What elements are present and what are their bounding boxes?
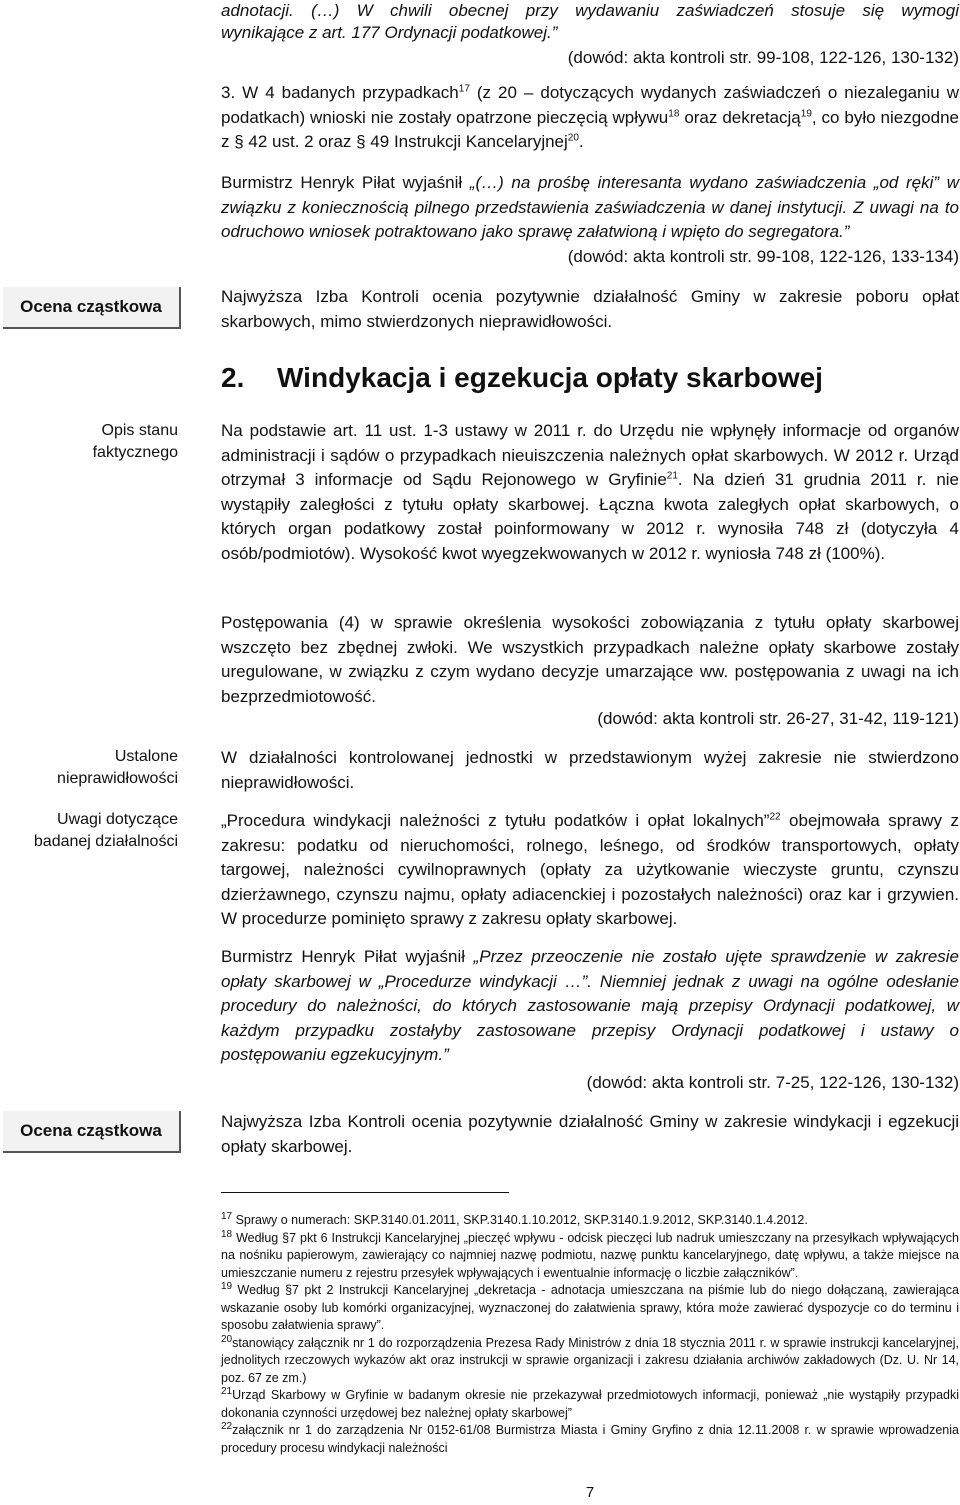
label-line: Opis stanu bbox=[101, 422, 178, 439]
footnote-ref[interactable]: 20 bbox=[567, 132, 579, 144]
evidence-text: (dowód: akta kontroli str. 26-27, 31-42, 119-121) bbox=[597, 709, 959, 728]
footnote-ref[interactable]: 18 bbox=[668, 107, 680, 119]
label-line: faktycznego bbox=[92, 444, 178, 461]
footnote-number: 21 bbox=[221, 1385, 233, 1397]
text: Na podstawie art. 11 ust. 1-3 ustawy w 2011 r. do Urzędu nie wpłynęły informacje od organów administracji i sądów o przypadkach nieuiszczenia należnych opłat skarbowych. W 2012 r. Urząd otrzymał 3 informacje od Sądu Rejonowego w Gryfinie bbox=[221, 421, 959, 489]
footnote-number: 18 bbox=[221, 1228, 233, 1240]
label-line: badanej działalności bbox=[33, 833, 178, 850]
paragraph-procedura bbox=[221, 809, 959, 932]
footnote-text: stanowiący załącznik nr 1 do rozporządzenia Prezesa Rady Ministrów z dnia 18 stycznia 2011 r. w sprawie instrukcji kancelaryjnej, jednolitych rzeczowych wykazów akt oraz instrukcji w sprawie organizacji i zakresu działania archiwów zakładowych (Dz. U. Nr 14, poz. 67 ze zm.) bbox=[221, 1335, 959, 1385]
quote-continuation bbox=[221, 0, 959, 22]
burmistrz-explanation-2 bbox=[221, 945, 959, 1068]
text: 3. W 4 badanych przypadkach bbox=[221, 83, 459, 102]
quote-text: „(…) na prośbę interesanta wydano zaświadczenia „od ręki” w związku z koniecznością pilnego przedstawienia zaświadczenia w danej instytucji. Z uwagi na to odruchowo wniosek potraktowano jako sprawę załatwioną i wpięto do segregatora.” bbox=[221, 173, 959, 241]
evidence-ref-4 bbox=[221, 1071, 959, 1095]
text: obejmowała sprawy z zakresu: podatku od nieruchomości, rolnego, leśnego, od środków transportowych, opłaty targowej, należności cywilnoprawnych (opłaty za użytkowanie wieczyste gruntu, czynszu dzierżawnego, czynszu najmu, opłaty adiacenckiej i pozostałych należności) oraz kar i grzywien. W procedurze pominięto sprawy z zakresu opłaty skarbowej. bbox=[221, 811, 959, 928]
label-line: Uwagi dotyczące bbox=[57, 811, 178, 828]
footnote-text: załącznik nr 1 do zarządzenia Nr 0152-61/08 Burmistrza Miasta i Gminy Gryfino z dnia 12.11.2008 r. w sprawie wprowadzenia procedury procesu windykacji należności bbox=[221, 1423, 959, 1455]
text: . bbox=[578, 132, 584, 151]
footnote-22 bbox=[221, 1422, 959, 1457]
section-number: 2. bbox=[221, 362, 245, 393]
footnote-ref[interactable]: 21 bbox=[666, 470, 678, 482]
evidence-text: (dowód: akta kontroli str. 99-108, 122-126, 133-134) bbox=[567, 247, 959, 266]
text: W działalności kontrolowanej jednostki w przedstawionym wyżej zakresie nie stwierdzono nieprawidłowości. bbox=[221, 748, 959, 792]
evidence-text: (dowód: akta kontroli str. 99-108, 122-126, 130-132) bbox=[567, 48, 959, 67]
evidence-ref-2 bbox=[221, 245, 959, 269]
paragraph-windykacja-1 bbox=[221, 419, 959, 566]
footnote-18 bbox=[221, 1230, 959, 1283]
text: , co było niezgodne z § 42 ust. 2 oraz § 49 Instrukcji Kancelaryjnej bbox=[221, 107, 960, 151]
ocena-text-2 bbox=[221, 1110, 959, 1159]
page-number: 7 bbox=[585, 1484, 595, 1501]
label-line: Ustalone bbox=[114, 748, 178, 765]
evidence-ref-1 bbox=[221, 46, 959, 70]
text: (z 20 – dotyczących wydanych zaświadczeń o niezaleganiu w podatkach) wnioski nie zostały opatrzone pieczęcią wpływu bbox=[221, 83, 959, 127]
evidence-ref-3 bbox=[221, 707, 959, 731]
text: oraz dekretacją bbox=[679, 107, 801, 127]
ocena-czastkowa-label-1 bbox=[3, 287, 181, 329]
footnote-text: Sprawy o numerach: SKP.3140.01.2011, SKP.3140.1.10.2012, SKP.3140.1.9.2012, SKP.3140.1.4.2012. bbox=[232, 1213, 808, 1227]
paragraph-3 bbox=[221, 81, 959, 155]
ocena-czastkowa-label-2 bbox=[3, 1111, 181, 1153]
footnotes bbox=[221, 1212, 959, 1457]
footnote-21 bbox=[221, 1387, 959, 1422]
footnote-17 bbox=[221, 1212, 959, 1230]
paragraph-nieprawidlowosci bbox=[221, 746, 959, 795]
label-line: nieprawidłowości bbox=[57, 770, 178, 787]
footnote-separator bbox=[221, 1192, 509, 1193]
paragraph-windykacja-2 bbox=[221, 611, 959, 709]
label-text: Ocena cząstkowa bbox=[20, 1121, 162, 1140]
footnote-ref[interactable]: 19 bbox=[800, 107, 812, 119]
footnote-number: 22 bbox=[221, 1420, 233, 1432]
sidebar-uwagi bbox=[0, 809, 178, 853]
section-heading bbox=[221, 360, 823, 396]
footnote-text: Według §7 pkt 2 Instrukcji Kancelaryjnej „dekretacja - adnotacja umieszczana na piśmie lub do niego dołączaną, zawierająca wskazanie osoby lub komórki organizacyjnej, wyznaczonej do załatwienia sprawy, która może zawierać dyspozycje co do terminu i sposobu załatwienia sprawy”. bbox=[221, 1283, 959, 1332]
text: „Procedura windykacji należności z tytułu podatków i opłat lokalnych” bbox=[221, 811, 770, 830]
footnote-20 bbox=[221, 1335, 959, 1388]
footnote-number: 17 bbox=[221, 1210, 233, 1222]
text: Najwyższa Izba Kontroli ocenia pozytywnie działalność Gminy w zakresie windykacji i egzekucji opłaty skarbowej. bbox=[221, 1112, 959, 1156]
text: Najwyższa Izba Kontroli ocenia pozytywnie działalność Gminy w zakresie poboru opłat skarbowych, mimo stwierdzonych nieprawidłowości. bbox=[221, 287, 959, 331]
burmistrz-explanation-1 bbox=[221, 171, 959, 245]
footnote-text: Urząd Skarbowy w Gryfinie w badanym okresie nie przekazywał przedmiotowych informacji, ponieważ „nie wystąpiły przypadki dokonania czynności urzędowej bez należnej opłaty skarbowej” bbox=[221, 1388, 959, 1420]
footnote-number: 20 bbox=[221, 1333, 233, 1345]
text: Burmistrz Henryk Piłat wyjaśnił bbox=[221, 947, 474, 966]
evidence-text: (dowód: akta kontroli str. 7-25, 122-126, 130-132) bbox=[586, 1073, 959, 1092]
quote-line-1: adnotacji. (…) W chwili obecnej przy wydawaniu zaświadczeń stosuje się wymogi bbox=[221, 1, 959, 20]
ocena-text-1 bbox=[221, 285, 959, 334]
footnote-text: Według §7 pkt 6 Instrukcji Kancelaryjnej „pieczęć wpływu - odcisk pieczęci lub nadruk umieszczany na przesyłkach wpływających na nośniku papierowym, zawierający co najmniej nazwę podmiotu, nazwę punktu kancelaryjnego, datę wpływu, a także miejsce na umieszczanie numeru z rejestru przesyłek wpływających i ewentualnie informację o liczbie załączników”. bbox=[221, 1230, 959, 1280]
text: . Na dzień 31 grudnia 2011 r. nie wystąpiły zaległości z tytułu opłaty skarbowej. Łączna kwota zaległych opłat skarbowych, o których organ podatkowy został poinformowany w 2012 r. wynosiła 748 zł (dotyczyła 4 osób/podmiotów). Wysokość kwot wyegzekwowanych w 2012 r. wyniosła 748 zł (100%). bbox=[221, 470, 960, 563]
footnote-19 bbox=[221, 1282, 959, 1335]
section-title: Windykacja i egzekucja opłaty skarbowej bbox=[277, 362, 823, 393]
text: Burmistrz Henryk Piłat wyjaśnił bbox=[221, 173, 470, 192]
label-text: Ocena cząstkowa bbox=[20, 297, 162, 316]
footnote-number: 19 bbox=[221, 1280, 233, 1292]
quote-continuation-2 bbox=[221, 22, 959, 44]
quote-text: „Przez przeoczenie nie zostało ujęte sprawdzenie w zakresie opłaty skarbowej w „Procedurze windykacji …”. Niemniej jednak z uwagi na ogólne odesłanie procedury do należności, do których zastosowanie mają przepisy Ordynacji podatkowej, w każdym przypadku zostałyby zastosowane przepisy Ordynacji podatkowej i ustawy o postępowaniu egzekucyjnym.” bbox=[221, 947, 960, 1064]
quote-line-2: wynikające z art. 177 Ordynacji podatkowej.” bbox=[221, 23, 558, 42]
footnote-ref[interactable]: 17 bbox=[458, 83, 470, 95]
footnote-ref[interactable]: 22 bbox=[769, 811, 781, 823]
text: Postępowania (4) w sprawie określenia wysokości zobowiązania z tytułu opłaty skarbowej wszczęto bez zbędnej zwłoki. We wszystkich przypadkach należne opłaty skarbowe zostały uregulowane, w związku z czym wydano decyzje umarzające ww. postępowania z uwagi na ich bezprzedmiotowość. bbox=[221, 613, 959, 706]
sidebar-opis-stanu bbox=[0, 420, 178, 464]
sidebar-ustalone bbox=[0, 746, 178, 790]
